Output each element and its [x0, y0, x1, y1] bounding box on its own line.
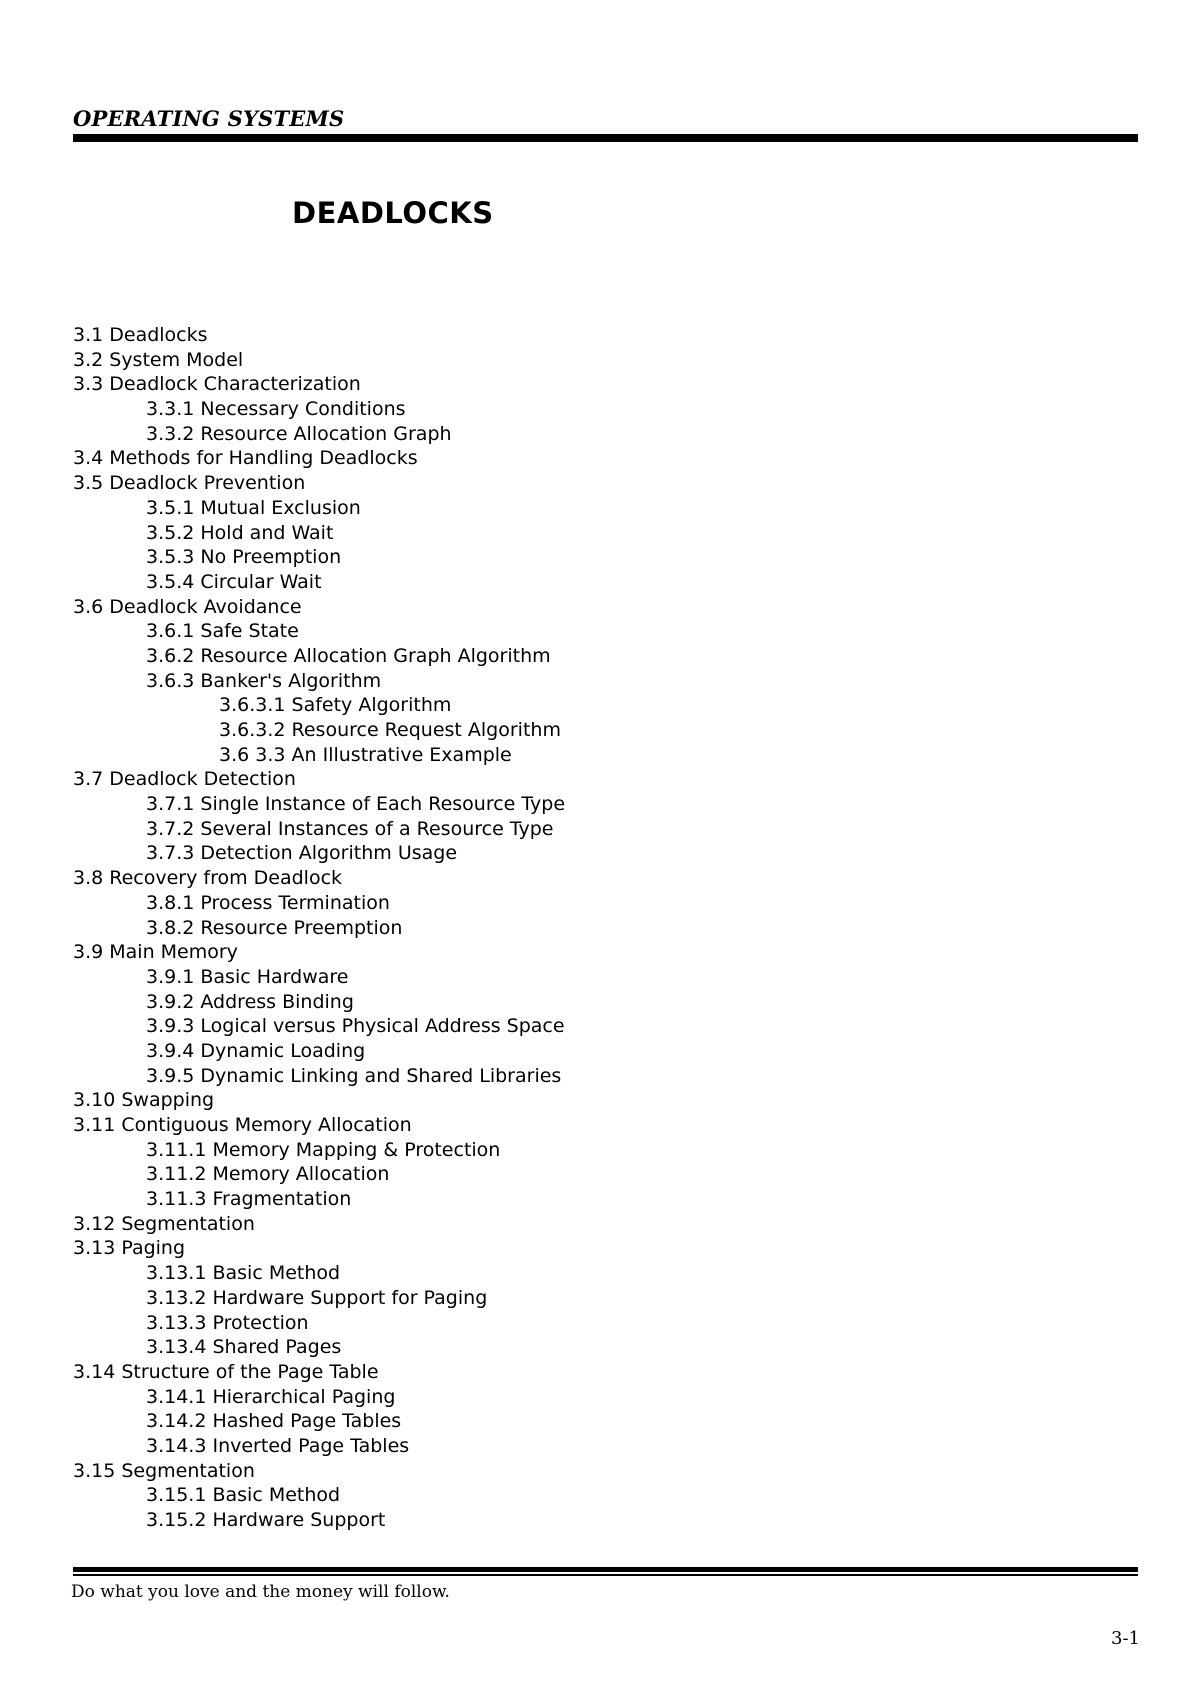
- toc-entry: 3.5.1 Mutual Exclusion: [146, 496, 361, 519]
- toc-entry: 3.6.1 Safe State: [146, 620, 299, 643]
- toc-entry: 3.5.4 Circular Wait: [146, 570, 322, 593]
- footer-quote: Do what you love and the money will follow.: [71, 1582, 450, 1602]
- toc-entry: 3.9.4 Dynamic Loading: [146, 1039, 366, 1062]
- toc-entry: 3.5.3 No Preemption: [146, 546, 342, 569]
- toc-entry: 3.9 Main Memory: [73, 941, 238, 964]
- toc-entry: 3.13 Paging: [73, 1237, 186, 1260]
- toc-entry: 3.9.2 Address Binding: [146, 990, 354, 1013]
- toc-entry: 3.11.3 Fragmentation: [146, 1188, 352, 1211]
- toc-entry: 3.14 Structure of the Page Table: [73, 1360, 379, 1383]
- chapter-title: DEADLOCKS: [292, 196, 494, 230]
- toc-entry: 3.6.3.2 Resource Request Algorithm: [219, 719, 561, 741]
- toc-entry: 3.9.1 Basic Hardware: [146, 965, 349, 988]
- running-header: OPERATING SYSTEMS: [73, 106, 345, 131]
- toc-entry: 3.8 Recovery from Deadlock: [73, 867, 343, 890]
- toc-entry: 3.14.1 Hierarchical Paging: [146, 1385, 396, 1408]
- toc-entry: 3.13.3 Protection: [146, 1311, 309, 1334]
- footer-rule-thin: [73, 1574, 1138, 1576]
- toc-entry: 3.6.2 Resource Allocation Graph Algorithm: [146, 644, 551, 667]
- toc-entry: 3.6.3.1 Safety Algorithm: [219, 694, 452, 717]
- toc-entry: 3.9.3 Logical versus Physical Address Space: [146, 1015, 565, 1038]
- toc-entry: 3.7.2 Several Instances of a Resource Type: [146, 817, 554, 840]
- toc-entry: 3.5.2 Hold and Wait: [146, 521, 334, 544]
- toc-entry: 3.6 Deadlock Avoidance: [73, 595, 302, 618]
- toc-entry: 3.12 Segmentation: [73, 1212, 255, 1235]
- toc-entry: 3.3.2 Resource Allocation Graph: [146, 422, 452, 445]
- page-number: 3-1: [1111, 1628, 1140, 1649]
- toc-entry: 3.7 Deadlock Detection: [73, 768, 296, 791]
- toc-entry: 3.15.1 Basic Method: [146, 1484, 341, 1507]
- toc-entry: 3.13.4 Shared Pages: [146, 1336, 342, 1359]
- toc-entry: 3.1 Deadlocks: [73, 324, 208, 346]
- toc-entry: 3.8.2 Resource Preemption: [146, 916, 403, 939]
- toc-entry: 3.15 Segmentation: [73, 1459, 255, 1482]
- toc-entry: 3.14.3 Inverted Page Tables: [146, 1434, 410, 1457]
- toc-entry: 3.8.1 Process Termination: [146, 891, 390, 914]
- toc-entry: 3.7.1 Single Instance of Each Resource Type: [146, 793, 566, 816]
- toc-entry: 3.5 Deadlock Prevention: [73, 472, 306, 495]
- toc-entry: 3.11.1 Memory Mapping & Protection: [146, 1138, 501, 1161]
- toc-entry: 3.15.2 Hardware Support: [146, 1509, 386, 1531]
- toc-entry: 3.6 3.3 An Illustrative Example: [219, 743, 512, 766]
- toc-entry: 3.13.2 Hardware Support for Paging: [146, 1286, 488, 1309]
- toc-entry: 3.11.2 Memory Allocation: [146, 1163, 390, 1186]
- toc-entry: 3.10 Swapping: [73, 1089, 215, 1112]
- toc-entry: 3.6.3 Banker's Algorithm: [146, 669, 382, 692]
- toc-entry: 3.13.1 Basic Method: [146, 1262, 341, 1285]
- toc-entry: 3.14.2 Hashed Page Tables: [146, 1410, 402, 1433]
- toc-entry: 3.7.3 Detection Algorithm Usage: [146, 842, 458, 865]
- toc-entry: 3.4 Methods for Handling Deadlocks: [73, 447, 418, 470]
- toc-entry: 3.2 System Model: [73, 348, 244, 371]
- table-of-contents: [73, 323, 565, 1533]
- header-rule: [73, 134, 1138, 142]
- toc-entry: 3.3 Deadlock Characterization: [73, 373, 361, 396]
- toc-entry: 3.11 Contiguous Memory Allocation: [73, 1114, 412, 1136]
- toc-entry: 3.9.5 Dynamic Linking and Shared Libraries: [146, 1064, 562, 1087]
- footer-rule-thick: [73, 1567, 1138, 1572]
- toc-entry: 3.3.1 Necessary Conditions: [146, 398, 406, 421]
